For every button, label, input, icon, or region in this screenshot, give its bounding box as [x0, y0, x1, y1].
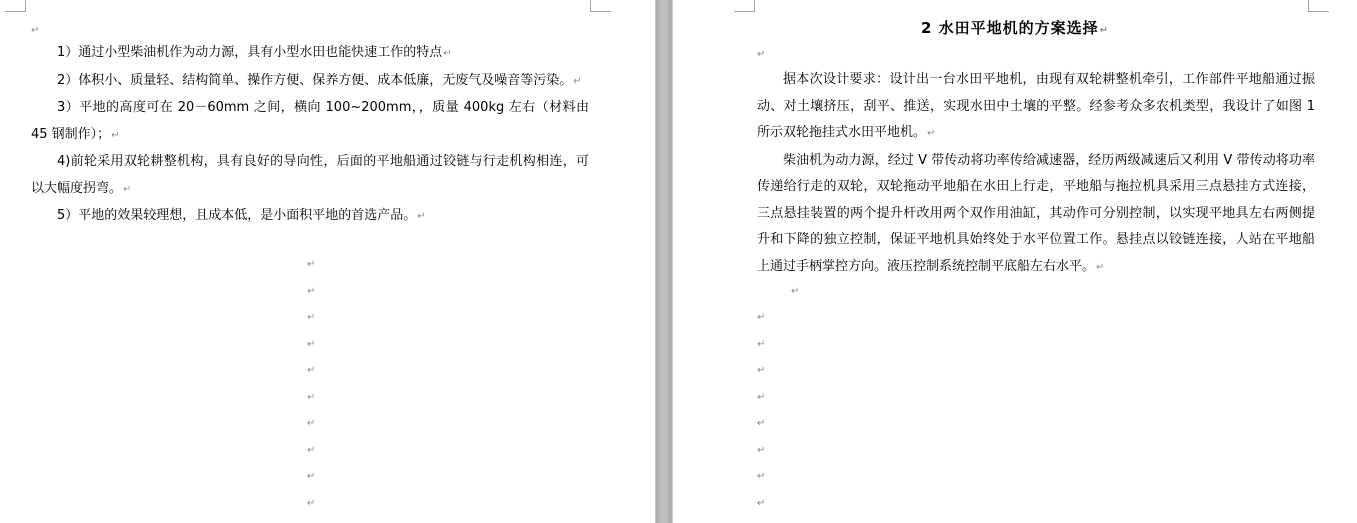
document-page-left	[0, 0, 655, 523]
paragraph-mark: ↵	[307, 365, 316, 376]
paragraph-mark: ↵	[307, 259, 316, 270]
empty-line	[791, 279, 799, 306]
crop-mark-top-right	[590, 0, 611, 12]
crop-mark-top-right	[1308, 0, 1329, 12]
paragraph-mark: ↵	[757, 391, 766, 403]
paragraph-mark: ↵	[307, 285, 316, 297]
empty-line	[757, 42, 765, 69]
paragraph-mark: ↵	[757, 418, 766, 429]
list-item: 2）体积小、质量轻、结构简单、操作方便、保养方便、成本低廉，无废气及噪音等污染。↵	[57, 72, 582, 88]
paragraph-mark: ↵	[757, 312, 766, 323]
document-page-right	[673, 0, 1357, 523]
body-paragraph: 据本次设计要求：设计出一台水田平地机，由现有双轮耕整机牵引，工作部件平地船通过振动、对土壤挤压，刮平、推送，实现水田中土壤的平整。经参考众多农机类型，我设计了如图 1 所示双轮拖挂式水田平地机。↵	[757, 72, 1315, 140]
paragraph-mark: ↵	[307, 312, 316, 323]
paragraph-mark: ↵	[307, 418, 316, 429]
paragraph-mark: ↵	[307, 444, 316, 456]
paragraph-mark: ↵	[757, 444, 766, 456]
page-gutter	[655, 0, 673, 523]
paragraph-mark: ↵	[307, 391, 316, 403]
right-body-text[interactable]	[757, 67, 1315, 281]
paragraph-mark: ↵	[757, 471, 766, 482]
empty-paragraphs	[757, 305, 765, 517]
left-body-text[interactable]	[31, 40, 589, 231]
list-item: 3）平地的高度可在 20－60mm 之间，横向 100~200mm，，质量 400kg 左右（材料由 45 钢制作）；↵	[31, 100, 589, 142]
crop-mark-top-left	[734, 0, 755, 12]
list-item: 4)前轮采用双轮耕整机构，具有良好的导向性，后面的平地船通过铰链与行走机构相连，可以大幅度拐弯。↵	[31, 154, 589, 196]
paragraph-mark: ↵	[307, 338, 316, 350]
paragraph-mark: ↵	[757, 497, 766, 509]
paragraph-mark: ↵	[757, 338, 766, 350]
paragraph-mark: ↵	[757, 365, 766, 376]
paragraph-mark: ↵	[31, 25, 40, 36]
paragraph-mark: ↵	[307, 471, 316, 482]
list-item: 5）平地的效果较理想，且成本低，是小面积平地的首选产品。↵	[57, 208, 426, 223]
paragraph-mark: ↵	[757, 49, 766, 60]
list-item: 1）通过小型柴油机作为动力源，具有小型水田也能快速工作的特点↵	[57, 45, 452, 60]
empty-paragraphs	[307, 252, 315, 517]
paragraph-mark: ↵	[791, 286, 800, 297]
crop-mark-top-left	[5, 0, 26, 12]
body-paragraph: 柴油机为动力源，经过 V 带传动将功率传给减速器，经历两级减速后又利用 V 带传动将功率传递给行走的双轮，双轮拖动平地船在水田上行走，平地船与拖拉机具采用三点悬挂方式连接，三点悬挂装置的两个提升杆改用两个双作用油缸，其动作可分别控制，以实现平地具左右两侧提升和下降的独立控制，保证平地机具始终处于水平位置工作。悬挂点以铰链连接，人站在平地船上通过手柄掌控方向。液压控制系统控制平底船左右水平。↵	[757, 152, 1315, 274]
paragraph-mark: ↵	[307, 497, 316, 509]
section-title[interactable]: 2 水田平地机的方案选择↵	[920, 19, 1110, 37]
